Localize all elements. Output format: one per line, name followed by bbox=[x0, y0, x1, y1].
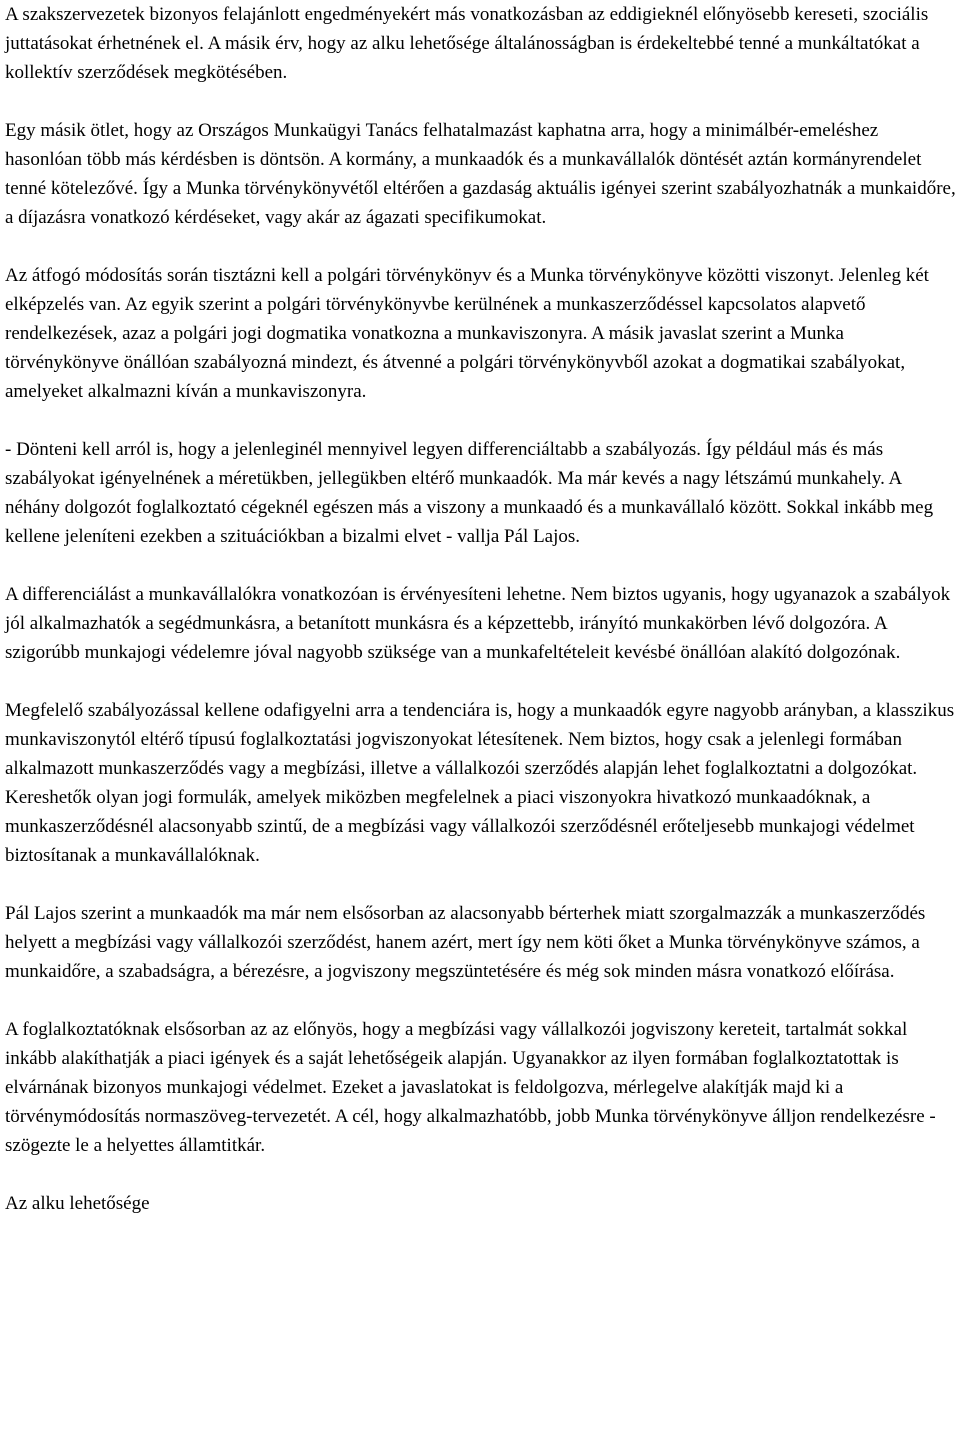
paragraph-4-sentence-2: Így például más és más szabályokat igényelnének a méretükben, jellegükben eltérő munkaadók. bbox=[5, 439, 884, 489]
paragraph-6-sentence-1: Megfelelő szabályozással kellene odafigyelni arra a tendenciára is, hogy a munkaadók egyre nagyobb arányban, a klasszikus munkaviszonytól eltérő típusú foglalkoztatási jogviszonyokat létesítenek. bbox=[5, 700, 955, 750]
paragraph-5 bbox=[5, 580, 957, 667]
paragraph-8-sentence-3: Ezeket a javaslatokat is feldolgozva, mérlegelve alakítják majd ki a törvénymódosítás normaszöveg-tervezetét. bbox=[5, 1077, 844, 1127]
paragraph-3-sentence-4: A másik javaslat szerint a Munka törvénykönyve önállóan szabályozná mindezt, és átvenné a polgári törvénykönyvből azokat a dogmatikai szabályokat, amelyeket alkalmazni kíván a munkaviszonyra. bbox=[5, 323, 906, 402]
paragraph-8-sentence-4: A cél, hogy alkalmazhatóbb, jobb Munka törvénykönyve álljon rendelkezésre - szögezte le a helyettes államtitkár. bbox=[5, 1106, 936, 1156]
document-page bbox=[5, 0, 957, 1218]
paragraph-2-sentence-3: Így a Munka törvénykönyvétől eltérően a gazdaság aktuális igényei szerint szabályozhatnák a munkaidőre, a díjazásra vonatkozó kérdéseket, vagy akár az ágazati specifikumokat. bbox=[5, 178, 956, 228]
paragraph-5-sentence-1: A differenciálást a munkavállalókra vonatkozóan is érvényesíteni lehetne. bbox=[5, 584, 566, 605]
paragraph-4-sentence-5: Sokkal inkább meg kellene jeleníteni ezekben a szituációkban a bizalmi elvet - vallja Pál Lajos. bbox=[5, 497, 934, 547]
paragraph-4-sentence-4: A néhány dolgozót foglalkoztató cégeknél egészen más a viszony a munkaadó és a munkavállaló között. bbox=[5, 468, 902, 518]
paragraph-3-sentence-3: Az egyik szerint a polgári törvénykönyvbe kerülnének a munkaszerződéssel kapcsolatos alapvető rendelkezések, azaz a polgári jogi dogmatika vonatkozna a munkaviszonyra. bbox=[5, 294, 866, 344]
paragraph-7-sentence-1: Pál Lajos szerint a munkaadók ma már nem elsősorban az alacsonyabb bérterhek miatt szorgalmazzák a munkaszerződés helyett a megbízási vagy vállalkozói szerződést, hanem azért, mert így nem köti őket a Munka törvénykönyve számos, a munkaidőre, a szabadságra, a bérezésre, a jogviszony megszüntetésére és még sok minden másra vonatkozó előírása. bbox=[5, 903, 926, 982]
paragraph-1 bbox=[5, 0, 957, 87]
paragraph-4-sentence-1: - Dönteni kell arról is, hogy a jelenleginél mennyivel legyen differenciáltabb a szabályozás. bbox=[5, 439, 702, 460]
paragraph-6-sentence-3: Kereshetők olyan jogi formulák, amelyek miközben megfelelnek a piaci viszonyokra hivatkozó munkaadóknak, a munkaszerződésnél alacsonyabb szintű, de a megbízási vagy vállalkozói szerződésnél erőteljesebb munkajogi védelmet biztosítanak a munkavállalóknak. bbox=[5, 787, 915, 866]
paragraph-6-sentence-2: Nem biztos, hogy csak a jelenlegi formában alkalmazott munkaszerződés vagy a megbízási, illetve a vállalkozói szerződés alapján lehet foglalkoztatni a dolgozókat. bbox=[5, 729, 918, 779]
paragraph-6 bbox=[5, 696, 957, 870]
paragraph-8-sentence-1: A foglalkoztatóknak elsősorban az az előnyös, hogy a megbízási vagy vállalkozói jogviszony kereteit, tartalmát sokkal inkább alakíthatják a piaci igények és a saját lehetőségeik alapján. bbox=[5, 1019, 908, 1069]
paragraph-1-sentence-2: A másik érv, hogy az alku lehetősége általánosságban is érdekeltebbé tenné a munkáltatókat a kollektív szerződések megkötésében. bbox=[5, 33, 920, 83]
paragraph-4-sentence-3: Ma már kevés a nagy létszámú munkahely. bbox=[557, 468, 885, 489]
paragraph-1-sentence-1: A szakszervezetek bizonyos felajánlott engedményekért más vonatkozásban az eddigieknél előnyösebb kereseti, szociális juttatásokat érhetnének el. bbox=[5, 4, 929, 54]
paragraph-5-sentence-2: Nem biztos ugyanis, hogy ugyanazok a szabályok jól alkalmazhatók a segédmunkásra, a betanított munkásra és a képzettebb, irányító munkakörben lévő dolgozóra. bbox=[5, 584, 951, 634]
paragraph-5-sentence-3: A szigorúbb munkajogi védelemre jóval nagyobb szüksége van a munkafeltételeit kevésbé önállóan alakító dolgozónak. bbox=[5, 613, 901, 663]
paragraph-3-sentence-1: Az átfogó módosítás során tisztázni kell a polgári törvénykönyv és a Munka törvénykönyve közötti viszonyt. bbox=[5, 265, 834, 286]
paragraph-2 bbox=[5, 116, 957, 232]
paragraph-4 bbox=[5, 435, 957, 551]
paragraph-3-sentence-2: Jelenleg két elképzelés van. bbox=[5, 265, 929, 315]
paragraph-3 bbox=[5, 261, 957, 406]
paragraph-7 bbox=[5, 899, 957, 986]
paragraph-2-sentence-2: A kormány, a munkaadók és a munkavállalók döntését aztán kormányrendelet tenné kötelezővé. bbox=[5, 149, 922, 199]
paragraph-8 bbox=[5, 1015, 957, 1160]
section-heading: Az alku lehetősége bbox=[5, 1193, 150, 1214]
paragraph-8-sentence-2: Ugyanakkor az ilyen formában foglalkoztatottak is elvárnának bizonyos munkajogi védelmet. bbox=[5, 1048, 899, 1098]
paragraph-2-sentence-1: Egy másik ötlet, hogy az Országos Munkaügyi Tanács felhatalmazást kaphatna arra, hogy a minimálbér-emeléshez hasonlóan több más kérdésben is döntsön. bbox=[5, 120, 879, 170]
